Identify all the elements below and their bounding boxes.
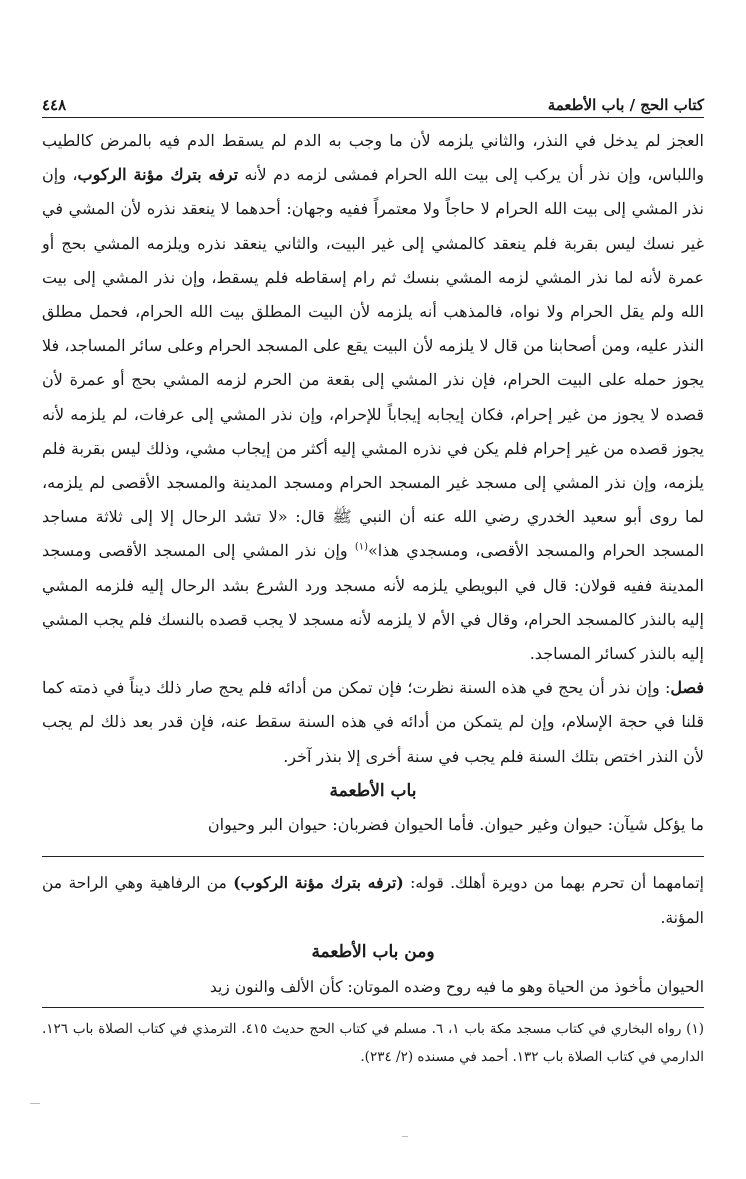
text-run: من الرفاهية وهي الراحة من المؤنة. bbox=[42, 874, 704, 927]
text-run: العجز لم يدخل في النذر، والثاني يلزمه لأن ما وجب به الدم لم يسقط الدم فيه بالمرض كالطيب واللباس، وإن نذر أن يركب إلى بيت الله الحرام فمشى لزمه دم لأنه bbox=[42, 131, 704, 185]
footnote-text: رواه البخاري في كتاب مسجد مكة باب ١، ٦. مسلم في كتاب الحج حديث ٤١٥. الترمذي في كتاب الصلاة باب ١٢٦. الدارمي في كتاب الصلاة باب ١٣٢. أحمد في مسنده (٢/ ٢٣٤). bbox=[42, 1021, 704, 1065]
section-paragraph bbox=[42, 671, 704, 774]
chapter-opening-paragraph: ما يؤكل شيآن: حيوان وغير حيوان. فأما الحيوان فضربان: حيوان البر وحيوان bbox=[207, 815, 704, 835]
commentary-separator bbox=[42, 856, 704, 857]
footnote bbox=[42, 1015, 704, 1071]
footnote-marker: (١) bbox=[686, 1021, 704, 1037]
running-header bbox=[42, 86, 704, 114]
page-number: ٤٤٨ bbox=[42, 96, 67, 114]
main-paragraph bbox=[42, 124, 704, 671]
scan-speck bbox=[30, 1103, 40, 1104]
bold-phrase: ترفه بترك مؤنة الركوب bbox=[77, 165, 239, 185]
footnote-reference: (١) bbox=[354, 542, 368, 554]
footnote-separator bbox=[42, 1007, 704, 1008]
scan-speck bbox=[402, 1136, 408, 1137]
text-run: وإن نذر المشي إلى المسجد الأقصى ومسجد المدينة ففيه قولان: قال في البويطي يلزمه لأنه مسجد ورد الشرع بشد الرحال إليه فلزمه المشي إليه بالنذر كالمسجد الحرام، وقال في الأم لا يلزمه لأنه مسجد لا يجب قصده بالنسك فلم يجب المشي إليه بالنذر كسائر المساجد. bbox=[42, 541, 704, 664]
commentary-heading: ومن باب الأطعمة bbox=[311, 942, 435, 962]
text-run: إتمامهما أن تحرم بهما من دويرة أهلك. قوله: bbox=[403, 874, 704, 892]
text-run: : وإن نذر أن يحج في هذه السنة نظرت؛ فإن تمكن من أدائه فلم يحج صار ذلك ديناً في ذمته كما قلنا في حجة الإسلام، وإن لم يتمكن من أدائه في هذه السنة سقط عنه، فإن قدر بعد ذلك لم يجب لأن النذر اختص بتلك السنة فلم يجب في سنة أخرى إلا بنذر آخر. bbox=[42, 678, 704, 766]
commentary-paragraph bbox=[42, 866, 704, 935]
commentary-paragraph: الحيوان مأخوذ من الحياة وهو ما فيه روح وضده الموتان: كأن الألف والنون زيد bbox=[209, 977, 704, 996]
running-title: كتاب الحج / باب الأطعمة bbox=[547, 96, 704, 114]
bold-phrase: (ترفه بترك مؤنة الركوب) bbox=[233, 873, 404, 892]
main-text bbox=[42, 124, 704, 842]
chapter-heading: باب الأطعمة bbox=[329, 780, 417, 801]
header-rule bbox=[42, 117, 704, 118]
footnotes bbox=[42, 1015, 704, 1071]
section-label: فصل bbox=[670, 678, 704, 698]
text-run: ، وإن نذر المشي إلى بيت الله الحرام لا حاجاً ولا معتمراً ففيه وجهان: أحدهما لا ينعقد نذره لأن المشي في غير نسك ليس بقربة فلم ينعقد كالمشي إلى غير البيت، والثاني ينعقد نذره ويلزمه المشي بحج أو عمرة لأنه لما نذر المشي لزمه المشي بنسك ثم رام إسقاطه فلم يسقط، وإن نذر المشي إلى بيت الله ولم يقل الحرام ولا نواه، فالمذهب أنه يلزمه لأن البيت المطلق بيت الله الحرام، فحمل مطلق النذر عليه، ومن أصحابنا من قال لا يلزمه لأن البيت يقع على المسجد الحرام وعلى سائر المساجد، فلا يجوز حمله على البيت الحرام، فإن نذر المشي إلى بقعة من الحرم لزمه المشي بحج أو عمرة لأن قصده لا يجوز من غير إحرام، فكان إيجابه إيجاباً للإحرام، وإن نذر المشي إلى عرفات، لم يلزمه لأنه يجوز قصده من غير إحرام فلم يكن في نذره المشي إليه أكثر من إيجاب مشي، وذلك ليس بقربة فلم يلزمه، وإن نذر المشي إلى مسجد غير المسجد الحرام ومسجد المدينة والمسجد الأقصى لم يلزمه، لما روى أبو سعيد الخدري رضي الله عنه أن النبي ﷺ قال: «لا تشد الرحال إلا إلى ثلاثة مساجد المسجد الحرام والمسجد الأقصى، ومسجدي هذا» bbox=[42, 165, 705, 561]
commentary bbox=[42, 866, 704, 1004]
